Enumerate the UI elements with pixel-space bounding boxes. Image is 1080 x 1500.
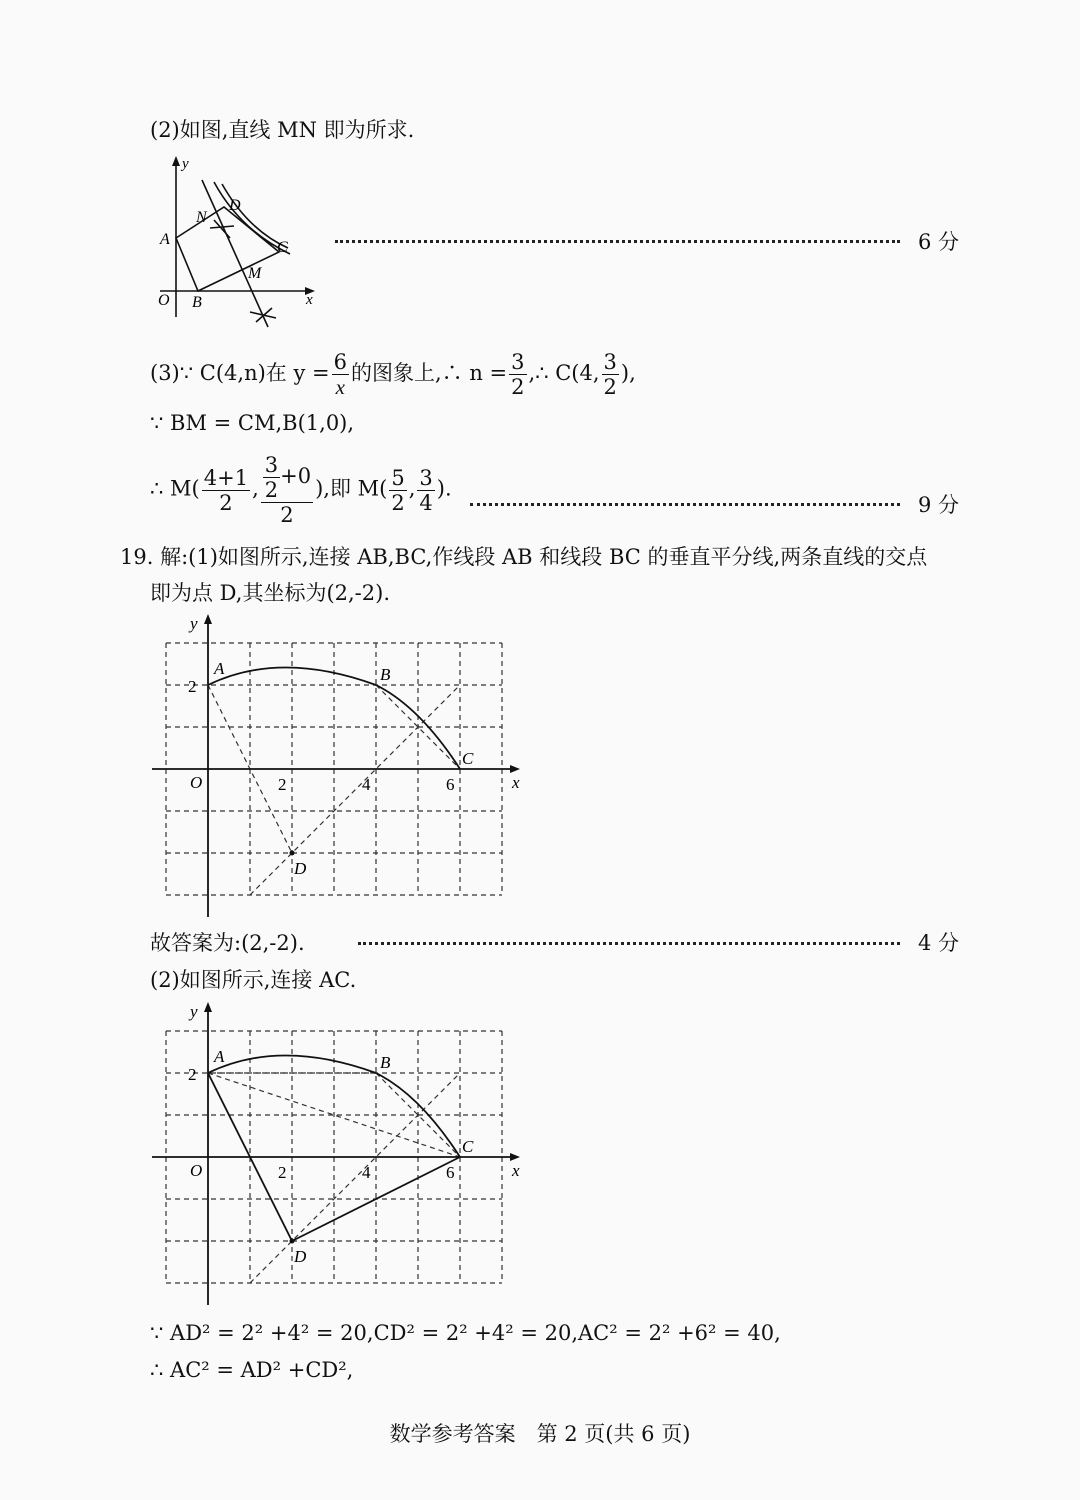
grid1-tick-6: 6 — [446, 775, 455, 794]
grid1-d-label: D — [294, 859, 307, 878]
grid2-c-label: C — [462, 1137, 474, 1156]
part3-line2: ∵ BM = CM,B(1,0), — [150, 411, 355, 435]
grid1-tick-4: 4 — [362, 775, 371, 794]
grid2-d-label: D — [294, 1247, 307, 1266]
grid1-tick-2x: 2 — [278, 775, 287, 794]
grid-figure-2 — [150, 1000, 530, 1308]
grid1-tick-2y: 2 — [188, 677, 197, 696]
score-4: 4 分 — [918, 931, 960, 955]
grid2-tick-6: 6 — [446, 1163, 455, 1182]
grid2-y-arrow — [204, 1002, 212, 1012]
grid2-tick-2x: 2 — [278, 1163, 287, 1182]
point-d-dot-2 — [290, 1239, 295, 1244]
q19-eq2: ∴ AC² = AD² +CD², — [150, 1358, 354, 1382]
part3-line1: (3)∵ C(4,n)在 y = $\frac{6}{x}$ 的图象上,∴ n = $\frac{3}{2}$ ,∴ C(4, $\frac{3}{2}$ ), — [150, 350, 636, 399]
grid2-b-label: B — [380, 1053, 391, 1072]
fig1-n-label: N — [196, 209, 207, 226]
arc-mark-lower — [250, 308, 276, 322]
page-footer: 数学参考答案 第 2 页(共 6 页) — [389, 1422, 691, 1446]
grid2-o-label: O — [190, 1161, 203, 1180]
fig1-b-label: B — [192, 294, 202, 311]
fig1-c-label: C — [277, 239, 288, 256]
grid1-b-label: B — [380, 665, 391, 684]
q19-part2: (2)如图所示,连接 AC. — [150, 968, 357, 992]
grid1-x-arrow — [510, 765, 520, 773]
score-leader-6 — [335, 240, 900, 243]
score-leader-9 — [470, 503, 900, 506]
fig1-o-label: O — [158, 292, 170, 309]
grid2-x-arrow — [510, 1153, 520, 1161]
quadrilateral-abcd — [176, 207, 279, 291]
score-9: 9 分 — [918, 493, 960, 517]
fig1-a-label: A — [160, 231, 170, 248]
part3-line3: ∴ M( $\frac{4+1}{2}$ , $\frac{3}{2}$ +0 2 ),即 M( $\frac{5}{2}$ , $\frac{3}{4}$ ). — [150, 453, 452, 527]
part2-heading: (2)如图,直线 MN 即为所求. — [150, 118, 415, 142]
fig1-m-label: M — [248, 265, 262, 282]
grid-figure-1 — [150, 612, 530, 920]
grid1-x-label: x — [512, 773, 520, 792]
figure-mn-construction — [140, 152, 330, 332]
point-d-dot — [290, 851, 295, 856]
q19-line2: 即为点 D,其坐标为(2,-2). — [150, 581, 390, 605]
grid1-o-label: O — [190, 773, 203, 792]
q19-eq1: ∵ AD² = 2² +4² = 20,CD² = 2² +4² = 20,AC² = 2² +6² = 40, — [150, 1321, 781, 1345]
grid2-tick-2y: 2 — [188, 1065, 197, 1084]
q19-line1: 19. 解:(1)如图所示,连接 AB,BC,作线段 AB 和线段 BC 的垂直平分线,两条直线的交点 — [120, 545, 928, 569]
grid2-tick-4: 4 — [362, 1163, 371, 1182]
grid1-y-label: y — [190, 614, 198, 633]
score-leader-4 — [358, 942, 900, 945]
score-6: 6 分 — [918, 230, 960, 254]
grid1-y-arrow — [204, 614, 212, 624]
q19-answer: 故答案为:(2,-2). — [150, 931, 305, 955]
fig1-d-label: D — [229, 197, 241, 214]
grid2-a-label: A — [214, 1047, 225, 1066]
fig1-y-label: y — [182, 156, 189, 172]
grid2-y-label: y — [190, 1002, 198, 1021]
y-axis-arrow — [172, 156, 180, 166]
grid1-c-label: C — [462, 749, 474, 768]
grid2-x-label: x — [512, 1161, 520, 1180]
grid1-a-label: A — [214, 659, 225, 678]
fig1-x-label: x — [306, 292, 313, 308]
